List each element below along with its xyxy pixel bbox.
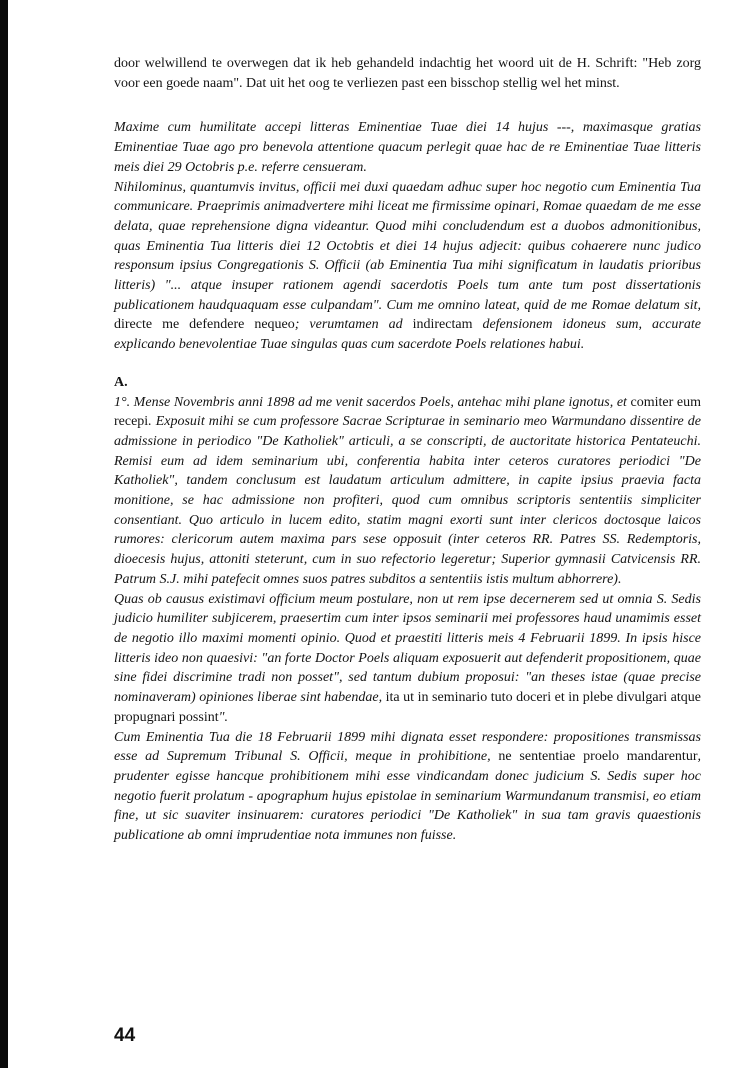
section-gap xyxy=(114,103,701,118)
upright-phrase: ita ut in seminario tuto doceri et in plebe divulgari atque propugnari possint xyxy=(114,690,701,725)
italic-text-run: . Exposuit mihi se cum professore Sacrae Scripturae in seminario meo Warmundano dissentire de admissione in periodico "De Katholiek" articuli, a se conscripti, de auctoritate historica Pentateuchi. Remisi eum ad idem seminarium ubi, conferentia habita inter ceteros curatores periodici "De Katholiek", tandem conclusum est laudatum articulum admittere, in capite ipsius praevia facta monitione, se hac admissione non profiteri, quod cum omnibus scriptoris sententiis simpliciter consentiant. Quo articulo in lucem edito, statim magni exorti sunt inter clericos doctosque laicos rumores: clericorum autem maxima pars sese opposuit (inter ceteros RR. Patres SS. Redemptoris, dioecesis hujus, attoniti steterunt, cum in suo refectorio legeretur; Superior gymnasii Catvicensis RR. Patrum S.J. mihi patefecit omnes suos patres subditos a sententiis istis multum abhorrere). xyxy=(114,414,701,587)
upright-phrase: indirectam xyxy=(412,317,473,333)
italic-text-run: ". xyxy=(218,709,228,725)
italic-text-run: Cum Eminentia Tua die 18 Februarii 1899 mihi dignata esset respondere: propositiones transmissas esse ad Supremum Tribunal S. Officii, meque in prohibitione, xyxy=(114,729,701,765)
page-body xyxy=(114,54,701,846)
upright-phrase: ne sententiae proelo mandarentur xyxy=(498,749,698,765)
section-gap xyxy=(114,355,701,370)
dutch-intro-paragraph: door welwillend te overwegen dat ik heb gehandeld indachtig het woord uit de H. Schrift: "Heb zorg voor een goede naam". Dat uit het oog te verliezen past een bisschop stellig wel het minst. xyxy=(114,56,701,91)
section-heading-a: A. xyxy=(114,374,128,390)
upright-phrase: directe me defendere nequeo xyxy=(114,317,295,333)
section-a-paragraph-2 xyxy=(114,590,701,728)
section-a-paragraph-3 xyxy=(114,728,701,846)
italic-text-run: Nihilominus, quantumvis invitus, officii mei duxi quaedam adhuc super hoc negotio cum Eminentia Tua communicare. Praeprimis animadvertere mihi liceat me firmissime opinari, Romae quaedam de me esse delata, quae reprehensione digna videantur. Quod mihi concludendum est a duobos admonitionibus, quas Eminentia Tua litteris diei 12 Octobtis et diei 14 hujus adjecit: quibus cohaerere nunc judico responsum ipsius Congregationis S. Officii (ab Eminentia Tua mihi significatum in laudatis prioribus litteris) "... atque insuper rationem agendi sacerdotis Poels tum ante tum post dissertationis publicationem haudquaquam esse culpandam". Cum me omnino lateat, quid de me Romae delatum sit, xyxy=(114,179,701,313)
italic-text-run: defensionem idoneus sum, accurate explicando benevolentiae Tuae singulas quas cum sacerdote Poels relationes habui. xyxy=(114,317,701,353)
section-a-paragraph-1 xyxy=(114,393,701,590)
upright-phrase: comiter eum recepi xyxy=(114,394,701,430)
latin-paragraph-1 xyxy=(114,118,701,177)
latin-paragraph-2 xyxy=(114,178,701,355)
italic-text-run: Quas ob causus existimavi officium meum postulare, non ut rem ipse decernerem sed ut omnia S. Sedis judicio humiliter subjicerem, praesertim cum inter ipsos seminarii mei professores haud unamimis esset de negotio illo maximi momenti opinio. Quod et praestiti litteris meis 4 Februarii 1899. In ipsis hisce litteris ideo non quaesivi: "an forte Doctor Poels aliquam exposuerit aut defenderit propositionem, quae sine fidei discrimine tradi non posset", sed tantum dubium proposui: "an theses istae (quae precise nominaveram) opiniones liberae sint habendae, xyxy=(114,591,701,706)
italic-text-run: , prudenter egisse hancque prohibitionem mihi esse vindicandam donec judicium S. Sedis super hoc negotio fuerit prolatum - apographum hujus epistolae in seminarium Warmundanum transmisi, eo etiam fine, ut sic suaviter insinuarem: curatores periodici "De Katholiek" in sua tam gravis quaestionis publicatione ab omni imprudentiae nota immunes non fuisse. xyxy=(114,749,701,844)
italic-text-run: Maxime cum humilitate accepi litteras Eminentiae Tuae diei 14 hujus ---, maximasque gratias Eminentiae Tuae ago pro benevola attentione quacum perlegit quae hac de re Eminentiae Tuae litteris meis diei 29 Octobris p.e. referre censueram. xyxy=(114,120,701,175)
italic-text-run: ; verumtamen ad xyxy=(294,317,413,333)
page-number: 44 xyxy=(114,1025,136,1046)
italic-text-run: 1°. Mense Novembris anni 1898 ad me venit sacerdos Poels, antehac mihi plane ignotus, et xyxy=(114,394,631,410)
scan-binding-edge xyxy=(0,0,8,1068)
